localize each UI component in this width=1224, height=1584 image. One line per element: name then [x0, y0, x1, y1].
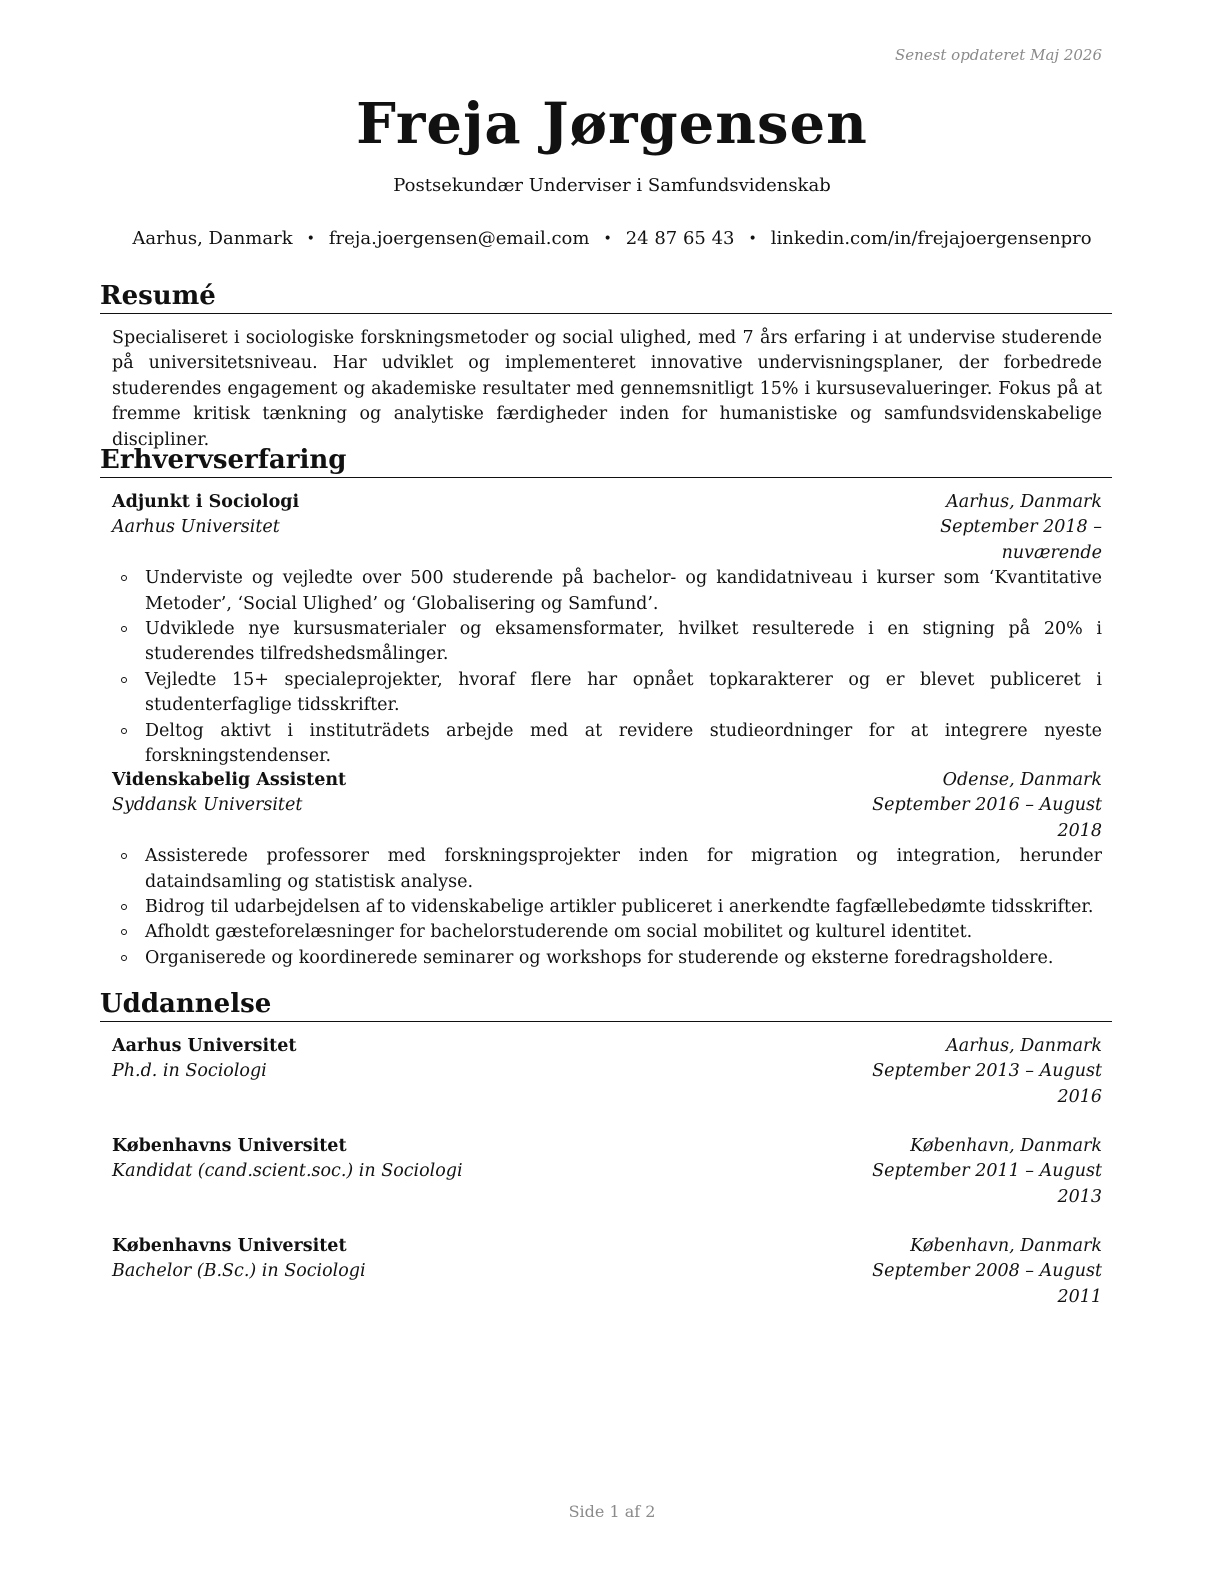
education-dates: September 2008 – August 2011	[872, 1261, 1102, 1307]
circle-bullet-icon	[121, 575, 127, 581]
school-location: København, Danmark	[910, 1236, 1102, 1256]
job-dates: September 2016 – August 2018	[872, 795, 1102, 841]
school-name: Københavns Universitet	[112, 1136, 347, 1156]
circle-bullet-icon	[121, 626, 127, 632]
contact-location: Aarhus, Danmark	[132, 228, 293, 249]
education-entry	[112, 1134, 1102, 1210]
candidate-name: Freja Jørgensen	[356, 91, 868, 157]
section-heading-summary: Resumé	[100, 279, 1112, 314]
education-entry	[112, 1034, 1102, 1110]
circle-bullet-icon	[121, 853, 127, 859]
circle-bullet-icon	[121, 904, 127, 910]
degree: Bachelor (B.Sc.) in Sociologi	[112, 1261, 366, 1282]
list-item: Assisterede professorer med forskningsprojekter inden for migration og integration, herunder dataindsamling og statistisk analyse.	[112, 844, 1102, 895]
last-updated: Senest opdateret Maj 2026	[894, 46, 1102, 64]
job-organization: Aarhus Universitet	[112, 517, 280, 538]
list-item: Vejledte 15+ specialeprojekter, hvoraf flere har opnået topkarakterer og er blevet publiceret i studenterfaglige tidsskrifter.	[112, 668, 1102, 719]
school-location: Aarhus, Danmark	[946, 1036, 1102, 1056]
education-dates: September 2013 – August 2016	[872, 1061, 1102, 1107]
job-title: Videnskabelig Assistent	[112, 770, 347, 790]
list-item: Udviklede nye kursusmaterialer og eksamensformater, hvilket resulterede i en stigning på 20% i studerendes tilfredshedsmålinger.	[112, 617, 1102, 668]
job-title: Adjunkt i Sociologi	[112, 492, 300, 512]
contact-linkedin[interactable]: linkedin.com/in/frejajoergensenpro	[770, 228, 1092, 249]
contact-phone: 24 87 65 43	[625, 228, 735, 249]
contact-line	[0, 228, 1224, 249]
candidate-title: Postsekundær Underviser i Samfundsvidenskab	[393, 175, 831, 196]
school-name: Aarhus Universitet	[112, 1036, 297, 1056]
job-bullets	[112, 566, 1102, 769]
section-heading-experience: Erhvervserfaring	[100, 443, 1112, 478]
degree: Kandidat (cand.scient.soc.) in Sociologi	[112, 1161, 463, 1182]
job-bullets	[112, 844, 1102, 971]
list-item: Afholdt gæsteforelæsninger for bachelorstuderende om social mobilitet og kulturel identitet.	[112, 920, 1102, 945]
degree: Ph.d. in Sociologi	[112, 1061, 267, 1082]
list-item: Bidrog til udarbejdelsen af to videnskabelige artikler publiceret i anerkendte fagfællebedømte tidsskrifter.	[112, 895, 1102, 920]
page-number: Side 1 af 2	[568, 1502, 656, 1521]
experience-entry	[112, 490, 1102, 769]
school-name: Københavns Universitet	[112, 1236, 347, 1256]
section-heading-education: Uddannelse	[100, 987, 1112, 1022]
job-dates: September 2018 – nuværende	[940, 517, 1102, 563]
education-entry	[112, 1234, 1102, 1310]
job-location: Aarhus, Danmark	[946, 492, 1102, 512]
list-item: Underviste og vejledte over 500 studerende på bachelor- og kandidatniveau i kurser som ‘Kvantitative Metoder’, ‘Social Ulighed’ og ‘Globalisering og Samfund’.	[112, 566, 1102, 617]
circle-bullet-icon	[121, 728, 127, 734]
separator-dot: •	[603, 231, 612, 247]
experience-entry	[112, 768, 1102, 971]
circle-bullet-icon	[121, 929, 127, 935]
circle-bullet-icon	[121, 955, 127, 961]
separator-dot: •	[748, 231, 757, 247]
circle-bullet-icon	[121, 677, 127, 683]
school-location: København, Danmark	[910, 1136, 1102, 1156]
list-item: Organiserede og koordinerede seminarer og workshops for studerende og eksterne foredragsholdere.	[112, 946, 1102, 971]
job-location: Odense, Danmark	[942, 770, 1102, 790]
summary-text: Specialiseret i sociologiske forskningsmetoder og social ulighed, med 7 års erfaring i at undervise studerende på universitetsniveau. Har udviklet og implementeret innovative undervisningsplaner, der forbedrede studerendes engagement og akademiske resultater med gennemsnitligt 15% i kursusevalueringer. Fokus på at fremme kritisk tænkning og analytiske færdigheder inden for humanistiske og samfundsvidenskabelige discipliner.	[112, 328, 1102, 450]
job-organization: Syddansk Universitet	[112, 795, 303, 816]
contact-email[interactable]: freja.joergensen@email.com	[328, 228, 590, 249]
education-dates: September 2011 – August 2013	[872, 1161, 1102, 1207]
list-item: Deltog aktivt i instituträdets arbejde med at revidere studieordninger for at integrere nyeste forskningstendenser.	[112, 719, 1102, 770]
separator-dot: •	[306, 231, 315, 247]
